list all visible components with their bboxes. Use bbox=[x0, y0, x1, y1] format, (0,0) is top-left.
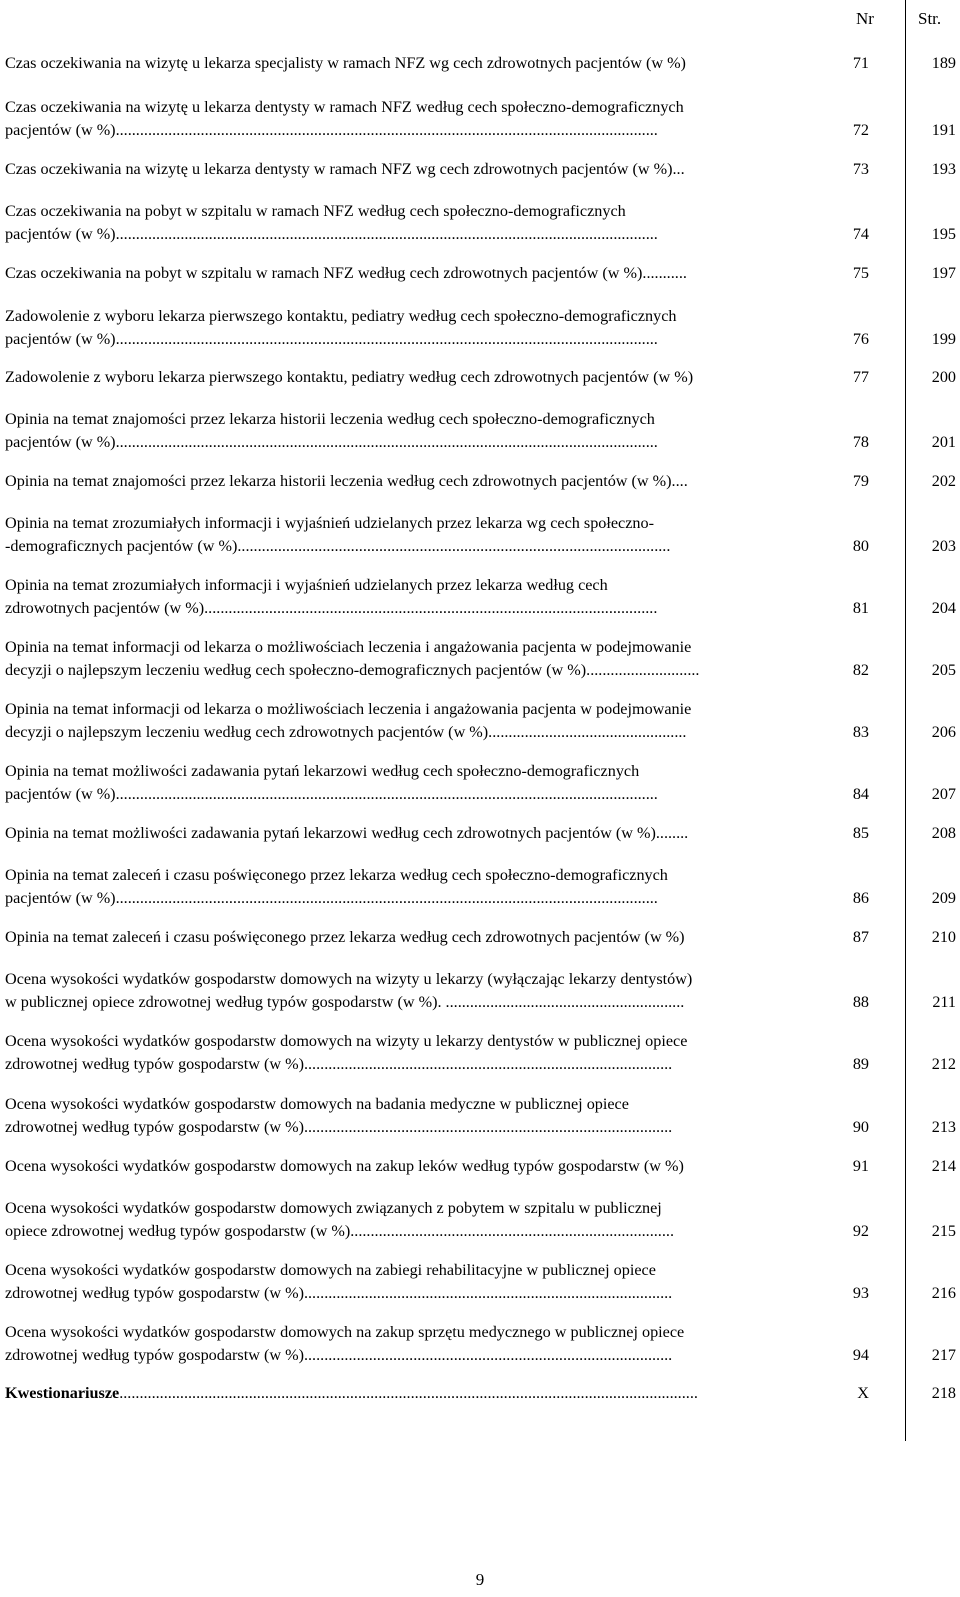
toc-entry-page: 211 bbox=[932, 993, 956, 1011]
toc-entry-title: Opinia na temat zaleceń i czasu poświęconego przez lekarza według cech zdrowotnych pacjentów (w %) bbox=[5, 928, 685, 946]
toc-entry-page: 189 bbox=[931, 54, 956, 72]
toc-entry-page: 218 bbox=[931, 1384, 956, 1402]
toc-entry-title: -demograficznych pacjentów (w %)........................................................................................................... bbox=[5, 537, 671, 555]
toc-entry-number: X bbox=[857, 1384, 869, 1402]
toc-entry-page: 205 bbox=[931, 661, 956, 679]
toc-entry-title: Opinia na temat znajomości przez lekarza historii leczenia według cech zdrowotnych pacjentów (w %).... bbox=[5, 472, 688, 490]
toc-entry-number: 73 bbox=[852, 160, 869, 178]
toc-entry-title: Czas oczekiwania na wizytę u lekarza specjalisty w ramach NFZ wg cech zdrowotnych pacjentów (w %) bbox=[5, 54, 686, 72]
toc-entry-title: Opinia na temat możliwości zadawania pytań lekarzowi według cech zdrowotnych pacjentów (w %)........ bbox=[5, 824, 689, 842]
toc-entry-title: Ocena wysokości wydatków gospodarstw domowych na badania medyczne w publicznej opiece bbox=[5, 1095, 629, 1113]
toc-entry-number: 92 bbox=[852, 1222, 869, 1240]
toc-entry-title: Opinia na temat zrozumiałych informacji i wyjaśnień udzielanych przez lekarza według cech bbox=[5, 576, 608, 594]
toc-entry-title: Ocena wysokości wydatków gospodarstw domowych związanych z pobytem w szpitalu w publicznej bbox=[5, 1199, 662, 1217]
toc-entry-title bbox=[5, 1382, 831, 1405]
column-header-str: Str. bbox=[918, 9, 942, 28]
toc-entry-page: 200 bbox=[931, 368, 956, 386]
toc-entry-page: 207 bbox=[931, 785, 956, 803]
toc-entry-title: opiece zdrowotnej według typów gospodarstw (w %)................................................................................ bbox=[5, 1222, 674, 1240]
toc-entry-title: Opinia na temat zaleceń i czasu poświęconego przez lekarza według cech społeczno-demograficznych bbox=[5, 866, 668, 884]
toc-entry-title: zdrowotnej według typów gospodarstw (w %)........................................................................................... bbox=[5, 1118, 673, 1136]
toc-entry-number: 79 bbox=[852, 472, 869, 490]
toc-entry-title: decyzji o najlepszym leczeniu według cech społeczno-demograficznych pacjentów (w %)............................ bbox=[5, 661, 700, 679]
toc-entry-title: pacjentów (w %)...................................................................................................................................... bbox=[5, 121, 658, 139]
toc-entry-page: 213 bbox=[931, 1118, 956, 1136]
toc-entry-page: 193 bbox=[931, 160, 956, 178]
toc-entry-title: pacjentów (w %)...................................................................................................................................... bbox=[5, 785, 658, 803]
toc-entry-title: Opinia na temat zrozumiałych informacji i wyjaśnień udzielanych przez lekarza wg cech społeczno- bbox=[5, 514, 655, 532]
toc-entry-number: 76 bbox=[852, 330, 869, 348]
toc-entry-number: 82 bbox=[852, 661, 869, 679]
page-number: 9 bbox=[475, 1570, 485, 1589]
toc-entry-title: zdrowotnej według typów gospodarstw (w %)........................................................................................... bbox=[5, 1055, 673, 1073]
toc-entry-page: 202 bbox=[931, 472, 956, 490]
toc-entry-title: Ocena wysokości wydatków gospodarstw domowych na wizyty u lekarzy dentystów w publicznej opiece bbox=[5, 1032, 688, 1050]
toc-entry-title: Ocena wysokości wydatków gospodarstw domowych na zakup leków według typów gospodarstw (w %) bbox=[5, 1157, 684, 1175]
toc-entry-page: 208 bbox=[931, 824, 956, 842]
toc-entry-page: 215 bbox=[931, 1222, 956, 1240]
toc-entry-number: 90 bbox=[852, 1118, 869, 1136]
toc-entry-number: 91 bbox=[852, 1157, 869, 1175]
toc-entry-page: 206 bbox=[931, 723, 956, 741]
toc-entry-title: decyzji o najlepszym leczeniu według cech zdrowotnych pacjentów (w %)................................................. bbox=[5, 723, 687, 741]
toc-entry-page: 209 bbox=[931, 889, 956, 907]
toc-entry-page: 214 bbox=[931, 1157, 956, 1175]
toc-entry-number: 75 bbox=[852, 264, 869, 282]
toc-entry-number: 77 bbox=[852, 368, 869, 386]
toc-entry-title: Opinia na temat informacji od lekarza o możliwościach leczenia i angażowania pacjenta w podejmowanie bbox=[5, 700, 692, 718]
toc-entry-title: zdrowotnej według typów gospodarstw (w %)........................................................................................... bbox=[5, 1346, 673, 1364]
toc-entry-title: Czas oczekiwania na wizytę u lekarza dentysty w ramach NFZ według cech społeczno-demograficznych bbox=[5, 98, 684, 116]
toc-entry-number: 78 bbox=[852, 433, 869, 451]
toc-entry-number: 85 bbox=[852, 824, 869, 842]
toc-entry-page: 212 bbox=[931, 1055, 956, 1073]
toc-entry-number: 83 bbox=[852, 723, 869, 741]
toc-entry-title: Opinia na temat informacji od lekarza o możliwościach leczenia i angażowania pacjenta w podejmowanie bbox=[5, 638, 692, 656]
toc-entry-number: 74 bbox=[852, 225, 869, 243]
toc-entry-page: 203 bbox=[931, 537, 956, 555]
dot-leader: ............................................................................................................................................... bbox=[119, 1384, 698, 1402]
toc-entry-page: 199 bbox=[931, 330, 956, 348]
toc-entry-title: Ocena wysokości wydatków gospodarstw domowych na wizyty u lekarzy (wyłączając lekarzy dentystów) bbox=[5, 970, 693, 988]
toc-entry-title: Opinia na temat znajomości przez lekarza historii leczenia według cech społeczno-demograficznych bbox=[5, 410, 655, 428]
toc-entry-page: 201 bbox=[931, 433, 956, 451]
toc-entry-page: 204 bbox=[931, 599, 956, 617]
toc-entry-title: Opinia na temat możliwości zadawania pytań lekarzowi według cech społeczno-demograficznych bbox=[5, 762, 640, 780]
toc-entry-bold-title: Kwestionariusze bbox=[5, 1384, 120, 1402]
toc-entry-title: pacjentów (w %)...................................................................................................................................... bbox=[5, 225, 658, 243]
toc-entry-number: 86 bbox=[852, 889, 869, 907]
toc-entry-title: pacjentów (w %)...................................................................................................................................... bbox=[5, 889, 658, 907]
toc-entry-page: 217 bbox=[931, 1346, 956, 1364]
toc-entry-number: 71 bbox=[852, 54, 869, 72]
toc-entry-title: Czas oczekiwania na wizytę u lekarza dentysty w ramach NFZ wg cech zdrowotnych pacjentów (w %)... bbox=[5, 160, 685, 178]
toc-entry-page: 197 bbox=[931, 264, 956, 282]
toc-entry-number: 88 bbox=[852, 993, 869, 1011]
toc-entry-number: 81 bbox=[852, 599, 869, 617]
toc-entry-title: Zadowolenie z wyboru lekarza pierwszego kontaktu, pediatry według cech zdrowotnych pacjentów (w %) bbox=[5, 368, 694, 386]
toc-entry-page: 191 bbox=[931, 121, 956, 139]
toc-entry-title: zdrowotnych pacjentów (w %)................................................................................................................ bbox=[5, 599, 658, 617]
toc-entry-page: 216 bbox=[931, 1284, 956, 1302]
toc-entry-number: 84 bbox=[852, 785, 869, 803]
toc-entry-page: 195 bbox=[931, 225, 956, 243]
toc-entry-title: Ocena wysokości wydatków gospodarstw domowych na zakup sprzętu medycznego w publicznej opiece bbox=[5, 1323, 685, 1341]
toc-entry-number: 80 bbox=[852, 537, 869, 555]
toc-entry-number: 94 bbox=[852, 1346, 869, 1364]
toc-entry-number: 87 bbox=[852, 928, 869, 946]
toc-entry-page: 210 bbox=[931, 928, 956, 946]
toc-entry-number: 93 bbox=[852, 1284, 869, 1302]
toc-entry-title: Czas oczekiwania na pobyt w szpitalu w ramach NFZ według cech społeczno-demograficznych bbox=[5, 202, 626, 220]
toc-entry-number: 72 bbox=[852, 121, 869, 139]
toc-entry-title: pacjentów (w %)...................................................................................................................................... bbox=[5, 433, 658, 451]
toc-entry-title: w publicznej opiece zdrowotnej według typów gospodarstw (w %). ........................................................... bbox=[5, 993, 685, 1011]
column-header-nr: Nr bbox=[856, 9, 874, 28]
toc-entry-title: Ocena wysokości wydatków gospodarstw domowych na zabiegi rehabilitacyjne w publicznej opiece bbox=[5, 1261, 656, 1279]
toc-entry-number: 89 bbox=[852, 1055, 869, 1073]
toc-entry-title: Zadowolenie z wyboru lekarza pierwszego kontaktu, pediatry według cech społeczno-demograficznych bbox=[5, 307, 677, 325]
toc-entry-title: Czas oczekiwania na pobyt w szpitalu w ramach NFZ według cech zdrowotnych pacjentów (w %)........... bbox=[5, 264, 687, 282]
toc-entry-title: zdrowotnej według typów gospodarstw (w %)........................................................................................... bbox=[5, 1284, 673, 1302]
toc-entry-title: pacjentów (w %)...................................................................................................................................... bbox=[5, 330, 658, 348]
